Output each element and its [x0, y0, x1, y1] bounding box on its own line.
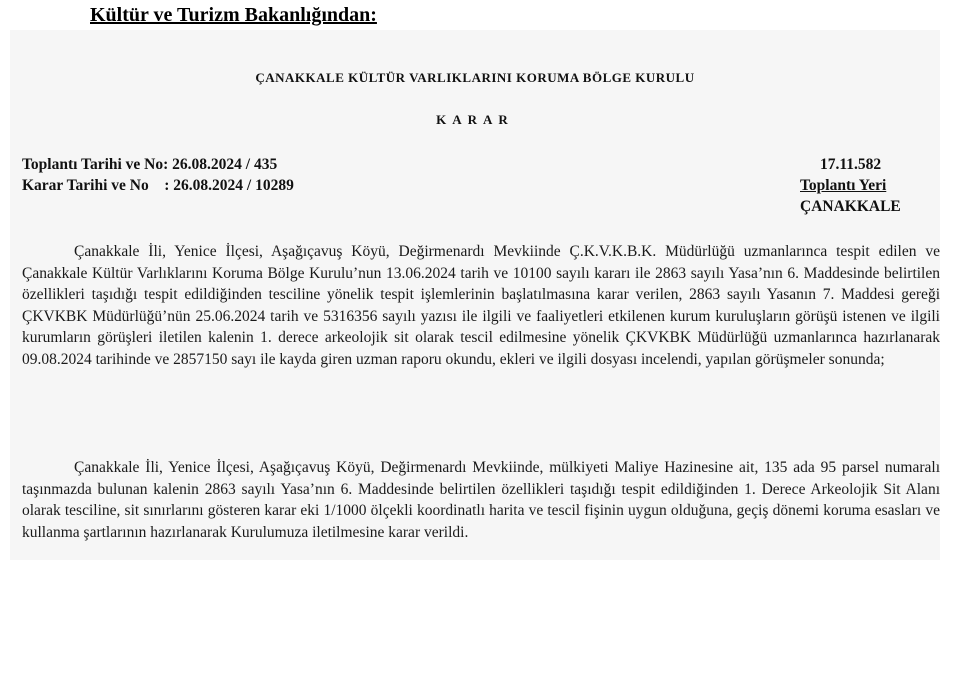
meeting-date-line: Toplantı Tarihi ve No: 26.08.2024 / 435 — [22, 156, 278, 173]
reference-number: 17.11.582 — [820, 156, 882, 173]
paragraph-preamble: Çanakkale İli, Yenice İlçesi, Aşağıçavuş Köyü, Değirmenardı Mevkiinde Ç.K.V.K.B.K. Müdürlüğü uzmanlarınca tespit edilen ve Çanakkale Kültür Varlıklarını Koruma Bölge Kurulu’nun 13.06.2024 tarih ve 10100 sayılı kararı ile 2863 sayılı Yasa’nın 6. Maddesinde belirtilen özellikleri taşıdığı tespit edildiğinden tesciline yönelik tespit işlemlerinin başlatılmasına karar verilen, 2863 sayılı Yasanın 7. Maddesi gereği ÇKVKBK Müdürlüğü’nün 25.06.2024 tarih ve 5316356 sayılı yazısı ile ilgili ve faaliyetleri etkilenen kurum kuruluşların görüşü istenen ve ilgili kurumların görüşleri iletilen kalenin 1. derece arkeolojik sit olarak tescil edilmesine yönelik ÇKVKBK Müdürlüğü uzmanlarınca hazırlanarak 09.08.2024 tarihinde ve 2857150 sayı ile kayda giren uzman raporu okundu, ekleri ve ilgili dosyası incelendi, yapılan görüşmeler sonunda; — [22, 243, 940, 368]
meeting-place-block — [800, 154, 950, 217]
meeting-info — [22, 154, 294, 196]
decision-document — [10, 30, 940, 560]
document-title: KARAR — [436, 112, 514, 127]
meeting-place-label: Toplantı Yeri — [800, 177, 887, 194]
decision-date-line: Karar Tarihi ve No : 26.08.2024 / 10289 — [22, 177, 294, 194]
board-title: ÇANAKKALE KÜLTÜR VARLIKLARINI KORUMA BÖLGE KURULU — [255, 70, 695, 85]
ministry-heading: Kültür ve Turizm Bakanlığından: — [90, 4, 377, 26]
meeting-place: ÇANAKKALE — [800, 198, 901, 215]
paragraph-decision: Çanakkale İli, Yenice İlçesi, Aşağıçavuş Köyü, Değirmenardı Mevkiinde, mülkiyeti Maliye Hazinesine ait, 135 ada 95 parsel numaralı taşınmazda bulunan kalenin 2863 sayılı Yasa’nın 6. Maddesinde belirtilen özellikleri taşıdığı tespit edildiğinden 1. Derece Arkeolojik Sit Alanı olarak tesciline, sit sınırlarını gösteren karar eki 1/1000 ölçekli koordinatlı harita ve tescil fişinin uygun olduğuna, geçiş dönemi koruma esasları ve kullanma şartlarının hazırlanarak Kurulumuza iletilmesine karar verildi. — [22, 459, 940, 541]
